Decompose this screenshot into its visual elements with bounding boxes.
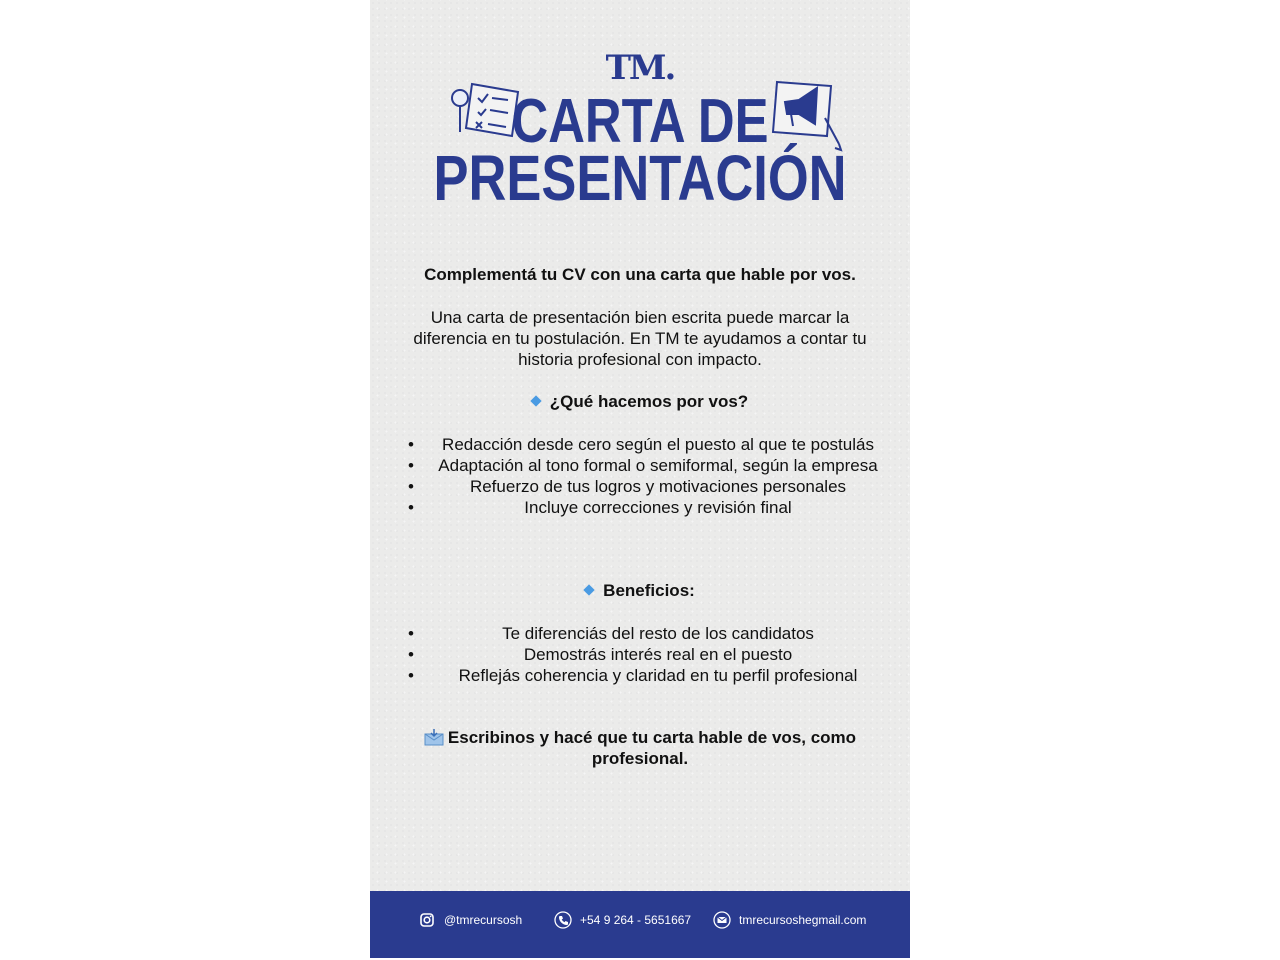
flyer-card bbox=[370, 0, 910, 958]
email-icon bbox=[713, 911, 731, 929]
list-item: • Incluye correcciones y revisión final bbox=[400, 497, 880, 518]
services-list bbox=[400, 434, 880, 518]
email-address: tmrecursoshegmail.com bbox=[739, 913, 867, 927]
phone-number: +54 9 264 - 5651667 bbox=[580, 913, 692, 927]
benefits-heading bbox=[370, 581, 910, 601]
list-item: • Adaptación al tono formal o semiformal, según la empresa bbox=[400, 455, 880, 476]
instagram-icon bbox=[418, 911, 436, 929]
intro-paragraph: Una carta de presentación bien escrita puede marcar la diferencia en tu postulación. En TM te ayudamos a contar tu historia profesional con impacto. bbox=[413, 308, 867, 369]
benefits-list bbox=[400, 623, 880, 686]
cta-text: Escribinos y hacé que tu carta hable de vos, como profesional. bbox=[447, 728, 857, 768]
title-line-1: CARTA DE bbox=[511, 87, 769, 156]
services-heading bbox=[370, 392, 910, 412]
list-item: • Reflejás coherencia y claridad en tu perfil profesional bbox=[400, 665, 880, 686]
diamond-bullet-icon bbox=[530, 395, 541, 406]
list-item: • Refuerzo de tus logros y motivaciones personales bbox=[400, 476, 880, 497]
list-item: • Redacción desde cero según el puesto al que te postulás bbox=[400, 434, 880, 455]
lead-text: Complementá tu CV con una carta que hable por vos. bbox=[424, 265, 856, 284]
benefits-heading-label: Beneficios: bbox=[603, 581, 695, 600]
contact-footer bbox=[370, 891, 910, 958]
list-item: • Te diferenciás del resto de los candidatos bbox=[400, 623, 880, 644]
call-to-action bbox=[400, 727, 880, 769]
email-contact[interactable] bbox=[713, 911, 866, 929]
services-heading-label: ¿Qué hacemos por vos? bbox=[549, 392, 749, 411]
title-line-2: PRESENTACIÓN bbox=[433, 142, 847, 214]
brand-logo: TM. bbox=[605, 48, 675, 88]
instagram-contact[interactable] bbox=[418, 911, 522, 929]
list-item: • Demostrás interés real en el puesto bbox=[400, 644, 880, 665]
envelope-icon bbox=[424, 728, 444, 746]
diamond-bullet-icon bbox=[584, 584, 595, 595]
phone-contact[interactable] bbox=[554, 911, 691, 929]
phone-icon bbox=[554, 911, 572, 929]
instagram-handle: @tmrecursosh bbox=[444, 913, 523, 927]
